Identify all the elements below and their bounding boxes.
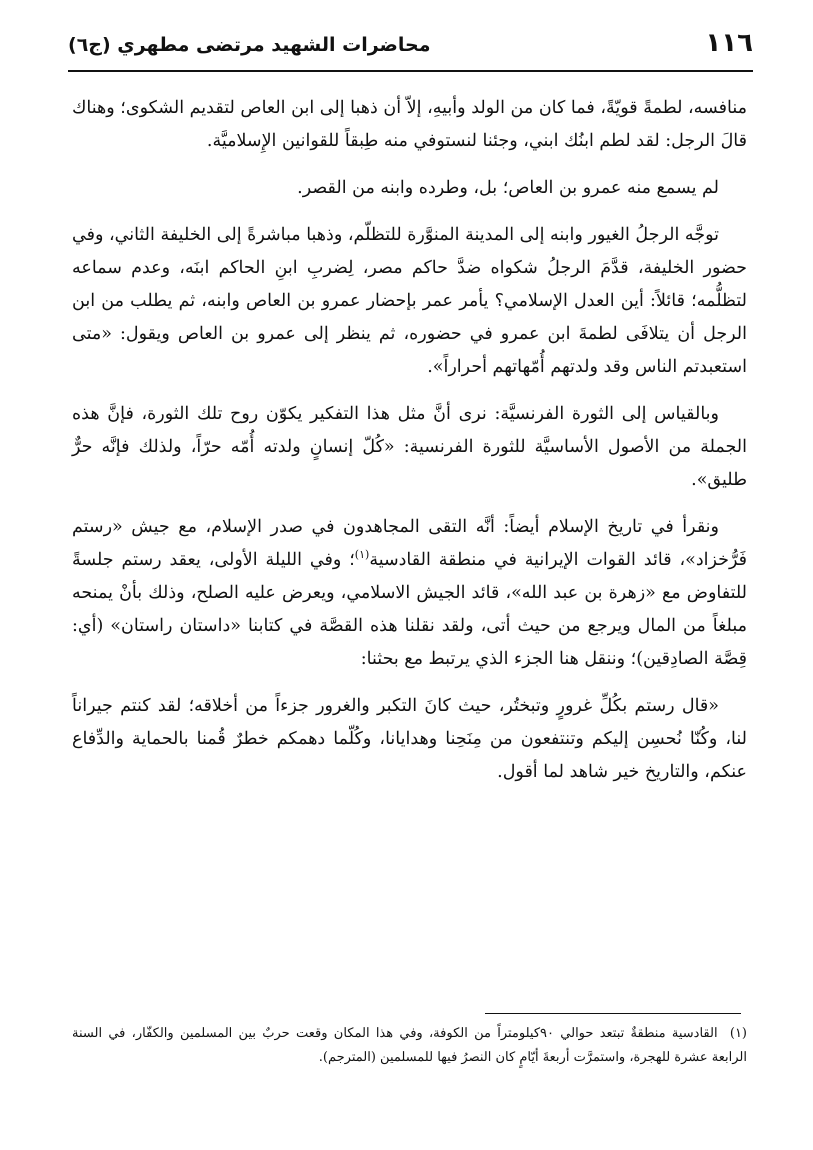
page-header [68,26,753,72]
footnote-text: القادسية منطقةٌ تبتعد حوالي ٩٠كيلومتراً من الكوفة، وفي هذا المكان وقعت حربٌ بين المسلمين والكفّار، في السنة الرابعة عشرة للهجرة، واستمرَّت أربعةَ أيّامٍ كان النصرُ فيها للمسلمين (المترجم). [72,1026,747,1065]
running-title: محاضرات الشهيد مرتضى مطهري (ج٦) [68,34,431,56]
footnote-marker: (١) [729,1026,747,1041]
page-number: ١١٦ [705,28,753,58]
paragraph-qadisiyyah [72,511,747,676]
paragraph-rustam-quote: «قال رستم بكُلِّ غرورٍ وتبختُر، حيث كانَ التكبر والغرور جزءاً من أخلاقه؛ لقد كنتم جيراناً لنا، وكُنّا نُحسِن إليكم وتنتفعون من مِنَحِنا وهدايانا، وكُلّما دهمكم خطرٌ قُمنا بالحماية والدِّفاع عنكم، والتاريخ خير شاهد لما أقول. [72,696,747,782]
body-text [72,92,747,803]
footnote-rule [485,1013,741,1014]
header-rule [68,70,753,72]
paragraph-complaint-to-caliph: توجَّه الرجلُ الغيور وابنه إلى المدينة المنوَّرة للتظلّم، وذهبا مباشرةً إلى الخليفة الثاني، وفي حضور الخليفة، قدَّمَ الرجلُ شكواه ضدَّ حاكم مصر، لِضربِ ابنِ الحاكم ابنَه، وعدم سماعه لتظلُّمه؛ قائلاً: أين العدل الإسلامي؟ يأمر عمر بإحضار عمرو بن العاص وابنه، ثم يطلب من ابن الرجل أن يتلافَى لطمةَ ابن عمرو في حضوره، ثم ينظر إلى عمرو بن العاص ويقول: «متى استعبدتم الناس وقد ولدتهم أُمّهاتهم أحراراً». [72,225,747,377]
footnote-reference[interactable]: (١) [354,548,370,562]
paragraph-french-revolution: وبالقياس إلى الثورة الفرنسيَّة: نرى أنَّ مثل هذا التفكير يكوّن روح تلك الثورة، فإنَّ هذه الجملة من الأصول الأساسيَّة للثورة الفرنسية: «كُلّ إنسانٍ ولدته أُمّه حرّاً، ولذلك فإنَّه حرٌّ طليق». [72,404,747,490]
paragraph-amr-refusal: لم يسمع منه عمرو بن العاص؛ بل، وطرده وابنه من القصر. [297,178,719,198]
paragraph-continuation: منافسه، لطمةً قويّةً، فما كان من الولد وأبيهِ، إلاّ أن ذهبا إلى ابن العاص لتقديم الشكوى؛ وهناك قالَ الرجل: لقد لطم ابنُك ابني، وجئنا لنستوفي منه طِبقاً للقوانين الإِسلاميَّة. [72,98,747,151]
qadisiyyah-text-part2: ؛ وفي الليلة الأولى، يعقد رستم جلسةً للتفاوض مع «زهرة بن عبد الله»، قائد الجيش الاسلامي، ويعرض عليه الصلح، وذلك بأنْ يمنحه مبلغاً من المال ويرجع من حيث أتى، ولقد نقلنا هذه القصَّة في كتابنا «داستان راستان» (أي: قِصَّة الصادِقين)؛ وننقل هنا الجزء الذي يرتبط مع بحثنا: [72,550,747,669]
qadisiyyah-text-part1: ونقرأ في تاريخ الإسلام أيضاً: أنَّه التقى المجاهدون في صدر الإسلام، مع جيش «رستم فَرُّخزاد»، قائد القوات الإيرانية في منطقة القادسية [72,517,747,570]
footnote [72,1022,747,1070]
